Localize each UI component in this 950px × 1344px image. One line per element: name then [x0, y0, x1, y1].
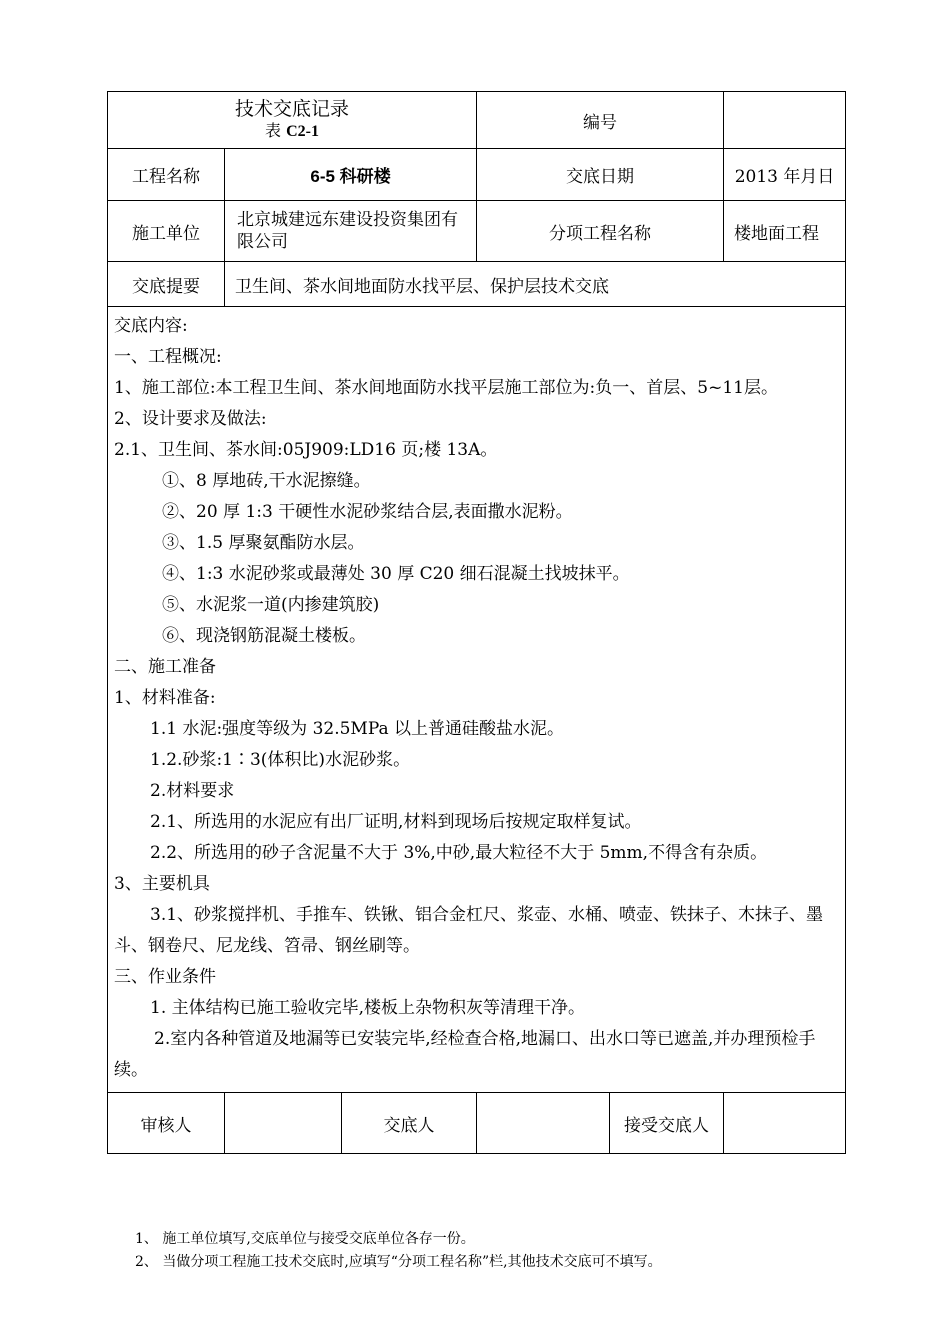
section-3-title: 三、作业条件 [114, 967, 216, 987]
summary-row [108, 262, 846, 307]
section-1-para-3: 2.1、卫生间、茶水间:05J909:LD16 页;楼 13A。 [114, 440, 498, 460]
content-cell [108, 307, 846, 1093]
title-cell [108, 92, 477, 149]
project-row [108, 149, 846, 201]
section-1-title: 一、工程概况: [114, 347, 222, 367]
document-title: 技术交底记录 [235, 97, 350, 120]
summary-label: 交底提要 [108, 262, 225, 307]
table-code [108, 120, 476, 143]
discloser-label: 交底人 [342, 1093, 477, 1154]
number-value[interactable] [724, 92, 846, 149]
footnote: 2、 当做分项工程施工技术交底时,应填写“分项工程名称”栏,其他技术交底可不填写。 [135, 1254, 662, 1270]
section-3-para-2: 2.室内各种管道及地漏等已安装完毕,经检查合格,地漏口、出水口等已遮盖,并办理预检手续。 [114, 1029, 816, 1080]
section-2-para-8: 3.1、砂浆搅拌机、手推车、铁锹、铝合金杠尺、浆壶、水桶、喷壶、铁抹子、木抹子、墨斗、钢卷尺、尼龙线、笤帚、钢丝刷等。 [114, 905, 824, 956]
section-2-para-3: 1.2.砂浆:1∶3(体积比)水泥砂浆。 [150, 750, 411, 770]
section-1-para-2: 2、设计要求及做法: [114, 409, 267, 429]
receiver-label: 接受交底人 [610, 1093, 724, 1154]
number-label: 编号 [477, 92, 724, 149]
subitem-label: 分项工程名称 [477, 201, 724, 262]
discloser-value[interactable] [477, 1093, 610, 1154]
content-row [108, 307, 846, 1093]
section-2-para-7: 3、主要机具 [114, 874, 210, 894]
layer-item: ⑥、现浇钢筋混凝土楼板。 [162, 626, 366, 646]
reviewer-label: 审核人 [108, 1093, 225, 1154]
unit-value[interactable]: 北京城建远东建设投资集团有限公司 [225, 201, 477, 262]
summary-value[interactable]: 卫生间、茶水间地面防水找平层、保护层技术交底 [225, 262, 846, 307]
project-name-label: 工程名称 [108, 149, 225, 201]
table-code-label: 表 [265, 120, 282, 140]
layer-item: ④、1:3 水泥砂浆或最薄处 30 厚 C20 细石混凝土找坡抹平。 [162, 564, 630, 584]
footnote: 1、 施工单位填写,交底单位与接受交底单位各存一份。 [135, 1231, 475, 1247]
date-label: 交底日期 [477, 149, 724, 201]
project-name-value[interactable]: 6-5 科研楼 [225, 149, 477, 201]
layer-item: ③、1.5 厚聚氨酯防水层。 [162, 533, 365, 553]
layer-item: ①、8 厚地砖,干水泥擦缝。 [162, 471, 371, 491]
layer-item: ⑤、水泥浆一道(内掺建筑胶) [162, 595, 380, 615]
layer-item: ②、20 厚 1:3 干硬性水泥砂浆结合层,表面撒水泥粉。 [162, 502, 573, 522]
footnotes [135, 1228, 662, 1274]
reviewer-value[interactable] [225, 1093, 342, 1154]
signature-row [108, 1093, 846, 1154]
section-2-para-5: 2.1、所选用的水泥应有出厂证明,材料到现场后按规定取样复试。 [150, 812, 642, 832]
section-2-para-4: 2.材料要求 [150, 781, 235, 801]
unit-row [108, 201, 846, 262]
disclosure-record-table [107, 91, 846, 1154]
section-2-para-1: 1、材料准备: [114, 688, 216, 708]
section-1-para-1: 1、施工部位:本工程卫生间、茶水间地面防水找平层施工部位为:负一、首层、5~11层。 [114, 378, 778, 398]
section-3-para-1: 1. 主体结构已施工验收完毕,楼板上杂物积灰等清理干净。 [150, 998, 586, 1018]
title-row [108, 92, 846, 149]
content-heading: 交底内容: [114, 316, 188, 336]
date-value[interactable]: 2013 年月日 [724, 149, 846, 201]
unit-label: 施工单位 [108, 201, 225, 262]
subitem-value[interactable]: 楼地面工程 [724, 201, 846, 262]
section-2-para-6: 2.2、所选用的砂子含泥量不大于 3%,中砂,最大粒径不大于 5mm,不得含有杂质。 [150, 843, 768, 863]
section-2-para-2: 1.1 水泥:强度等级为 32.5MPa 以上普通硅酸盐水泥。 [150, 719, 565, 739]
receiver-value[interactable] [724, 1093, 846, 1154]
section-2-title: 二、施工准备 [114, 657, 216, 677]
table-code-value: C2-1 [286, 122, 320, 140]
